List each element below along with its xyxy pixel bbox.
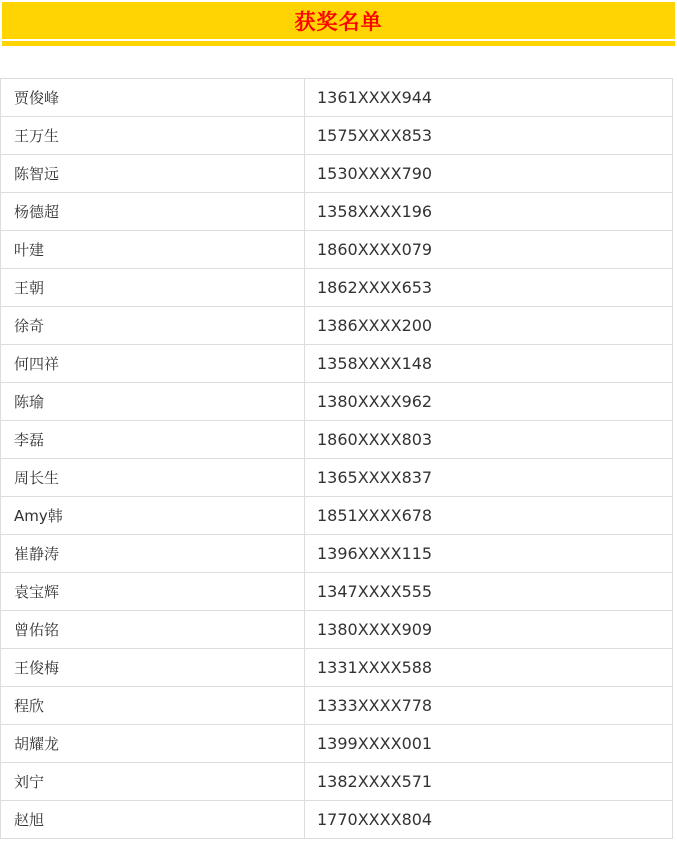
winner-phone-cell: 1358XXXX148 [305, 345, 673, 383]
winner-phone-cell: 1399XXXX001 [305, 725, 673, 763]
winner-name-cell: 崔静涛 [1, 535, 305, 573]
table-row [1, 193, 673, 231]
winner-phone-cell: 1380XXXX962 [305, 383, 673, 421]
table-row [1, 573, 673, 611]
winner-name-cell: Amy韩 [1, 497, 305, 535]
winner-phone-cell: 1770XXXX804 [305, 801, 673, 839]
table-row [1, 497, 673, 535]
title-underline [2, 41, 675, 46]
table-row [1, 611, 673, 649]
table-row [1, 79, 673, 117]
table-row [1, 649, 673, 687]
table-row [1, 117, 673, 155]
winner-name-cell: 李磊 [1, 421, 305, 459]
winner-phone-cell: 1396XXXX115 [305, 535, 673, 573]
winner-name-cell: 程欣 [1, 687, 305, 725]
table-row [1, 421, 673, 459]
winner-phone-cell: 1860XXXX079 [305, 231, 673, 269]
page-title-bar [2, 2, 675, 39]
winner-name-cell: 贾俊峰 [1, 79, 305, 117]
winner-name-cell: 刘宁 [1, 763, 305, 801]
winner-name-cell: 袁宝辉 [1, 573, 305, 611]
winner-name-cell: 徐奇 [1, 307, 305, 345]
winner-phone-cell: 1380XXXX909 [305, 611, 673, 649]
winner-phone-cell: 1365XXXX837 [305, 459, 673, 497]
page-title: 获奖名单 [294, 9, 383, 34]
table-row [1, 801, 673, 839]
table-row [1, 763, 673, 801]
winner-name-cell: 陈瑜 [1, 383, 305, 421]
winners-table-body [1, 79, 673, 839]
winner-name-cell: 王俊梅 [1, 649, 305, 687]
winner-phone-cell: 1862XXXX653 [305, 269, 673, 307]
winner-phone-cell: 1331XXXX588 [305, 649, 673, 687]
winner-name-cell: 胡耀龙 [1, 725, 305, 763]
table-row [1, 535, 673, 573]
table-row [1, 383, 673, 421]
winners-table [0, 78, 673, 839]
winner-name-cell: 周长生 [1, 459, 305, 497]
winner-name-cell: 赵旭 [1, 801, 305, 839]
winner-name-cell: 曾佑铭 [1, 611, 305, 649]
winner-name-cell: 王万生 [1, 117, 305, 155]
table-row [1, 307, 673, 345]
table-row [1, 459, 673, 497]
winner-name-cell: 王朝 [1, 269, 305, 307]
winner-phone-cell: 1530XXXX790 [305, 155, 673, 193]
winner-phone-cell: 1851XXXX678 [305, 497, 673, 535]
table-row [1, 345, 673, 383]
winner-phone-cell: 1358XXXX196 [305, 193, 673, 231]
table-row [1, 687, 673, 725]
winner-phone-cell: 1361XXXX944 [305, 79, 673, 117]
winner-name-cell: 杨德超 [1, 193, 305, 231]
winner-phone-cell: 1575XXXX853 [305, 117, 673, 155]
winner-phone-cell: 1386XXXX200 [305, 307, 673, 345]
winner-name-cell: 叶建 [1, 231, 305, 269]
winner-phone-cell: 1382XXXX571 [305, 763, 673, 801]
table-row [1, 231, 673, 269]
winner-name-cell: 陈智远 [1, 155, 305, 193]
table-row [1, 155, 673, 193]
table-row [1, 725, 673, 763]
winner-phone-cell: 1347XXXX555 [305, 573, 673, 611]
winner-phone-cell: 1333XXXX778 [305, 687, 673, 725]
winner-phone-cell: 1860XXXX803 [305, 421, 673, 459]
table-row [1, 269, 673, 307]
winner-name-cell: 何四祥 [1, 345, 305, 383]
